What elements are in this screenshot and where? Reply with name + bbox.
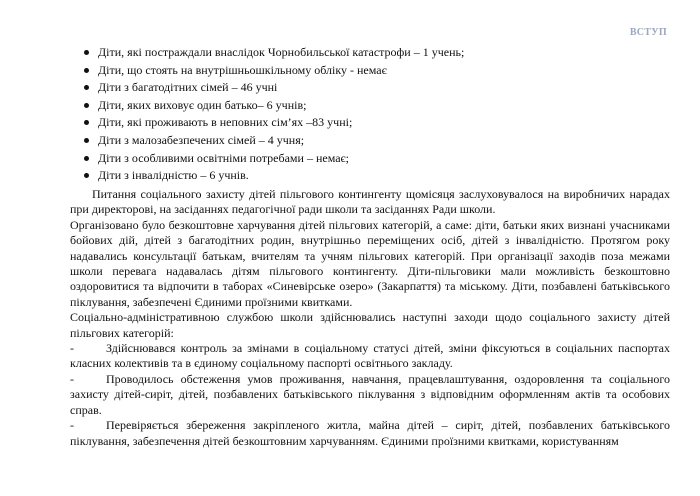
dash-paragraph-text: Перевіряється збереження закріпленого житла, майна дітей – сиріт, дітей, позбавлених батьківського піклування, забезпечення дітей безкоштовним харчуванням. Єдиними проїзними квитками, користуванням: [70, 418, 670, 448]
dash-paragraph: [70, 418, 670, 449]
list-item: Діти з інвалідністю – 6 учнів.: [84, 167, 644, 185]
dash-paragraph-text: Здійснювався контроль за змінами в соціальному статусі дітей, зміни фіксуються в соціальних паспортах класних колективів та в єдиному соціальному паспорті освітнього закладу.: [70, 341, 670, 371]
list-item: Діти, які проживають в неповних сім’ях –83 учні;: [84, 114, 644, 132]
bullet-list: [84, 44, 644, 185]
list-item: Діти з особливими освітніми потребами – немає;: [84, 150, 644, 168]
list-item: Діти з багатодітних сімей – 46 учні: [84, 79, 644, 97]
dash-marker: -: [70, 418, 74, 433]
paragraph: Соціально-адміністративною службою школи здійснювались наступні заходи щодо соціального захисту дітей пільгових категорій:: [70, 310, 670, 340]
section-header: ВСТУП: [629, 27, 667, 38]
body-text: [70, 187, 670, 449]
dash-marker: -: [70, 341, 74, 356]
dash-marker: -: [70, 371, 74, 386]
list-item: Діти, які постраждали внаслідок Чорнобильської катастрофи – 1 учень;: [84, 44, 644, 62]
paragraph: Організовано було безкоштовне харчування дітей пільгових категорій, а саме: діти, батьки яких визнані учасниками бойових дій, дітей з багатодітних родин, внутрішньо переміщених осіб, дітей з інвалідністю. Протягом року надавались консультації батькам, вчителям та учням пільгових категорій. При організації заходів поза межами школи перевага надавалась дітям пільгового контингенту. Діти-пільговики мали можливість безкоштовно оздоровитися та відпочити в таборах «Синевірське озеро» (Закарпаття) та міському. Діти, позбавлені батьківського піклування, забезпечені Єдиними проїзними квитками.: [70, 217, 670, 309]
dash-paragraph: [70, 372, 670, 418]
list-item: Діти, що стоять на внутрішньошкільному обліку - немає: [84, 62, 644, 80]
dash-paragraph-text: Проводилось обстеження умов проживання, навчання, працевлаштування, оздоровлення та соціального захисту дітей-сиріт, дітей, позбавлених батьківського піклування з відповідним оформленням актів та особових справ.: [70, 371, 670, 417]
dash-paragraph: [70, 341, 670, 372]
paragraph: Питання соціального захисту дітей пільгового контингенту щомісяця заслуховувалося на виробничих нарадах при директорові, на засіданнях педагогічної ради школи та засіданнях Ради школи.: [70, 187, 670, 217]
list-item: Діти, яких виховує один батько– 6 учнів;: [84, 97, 644, 115]
list-item: Діти з малозабезпечених сімей – 4 учня;: [84, 132, 644, 150]
